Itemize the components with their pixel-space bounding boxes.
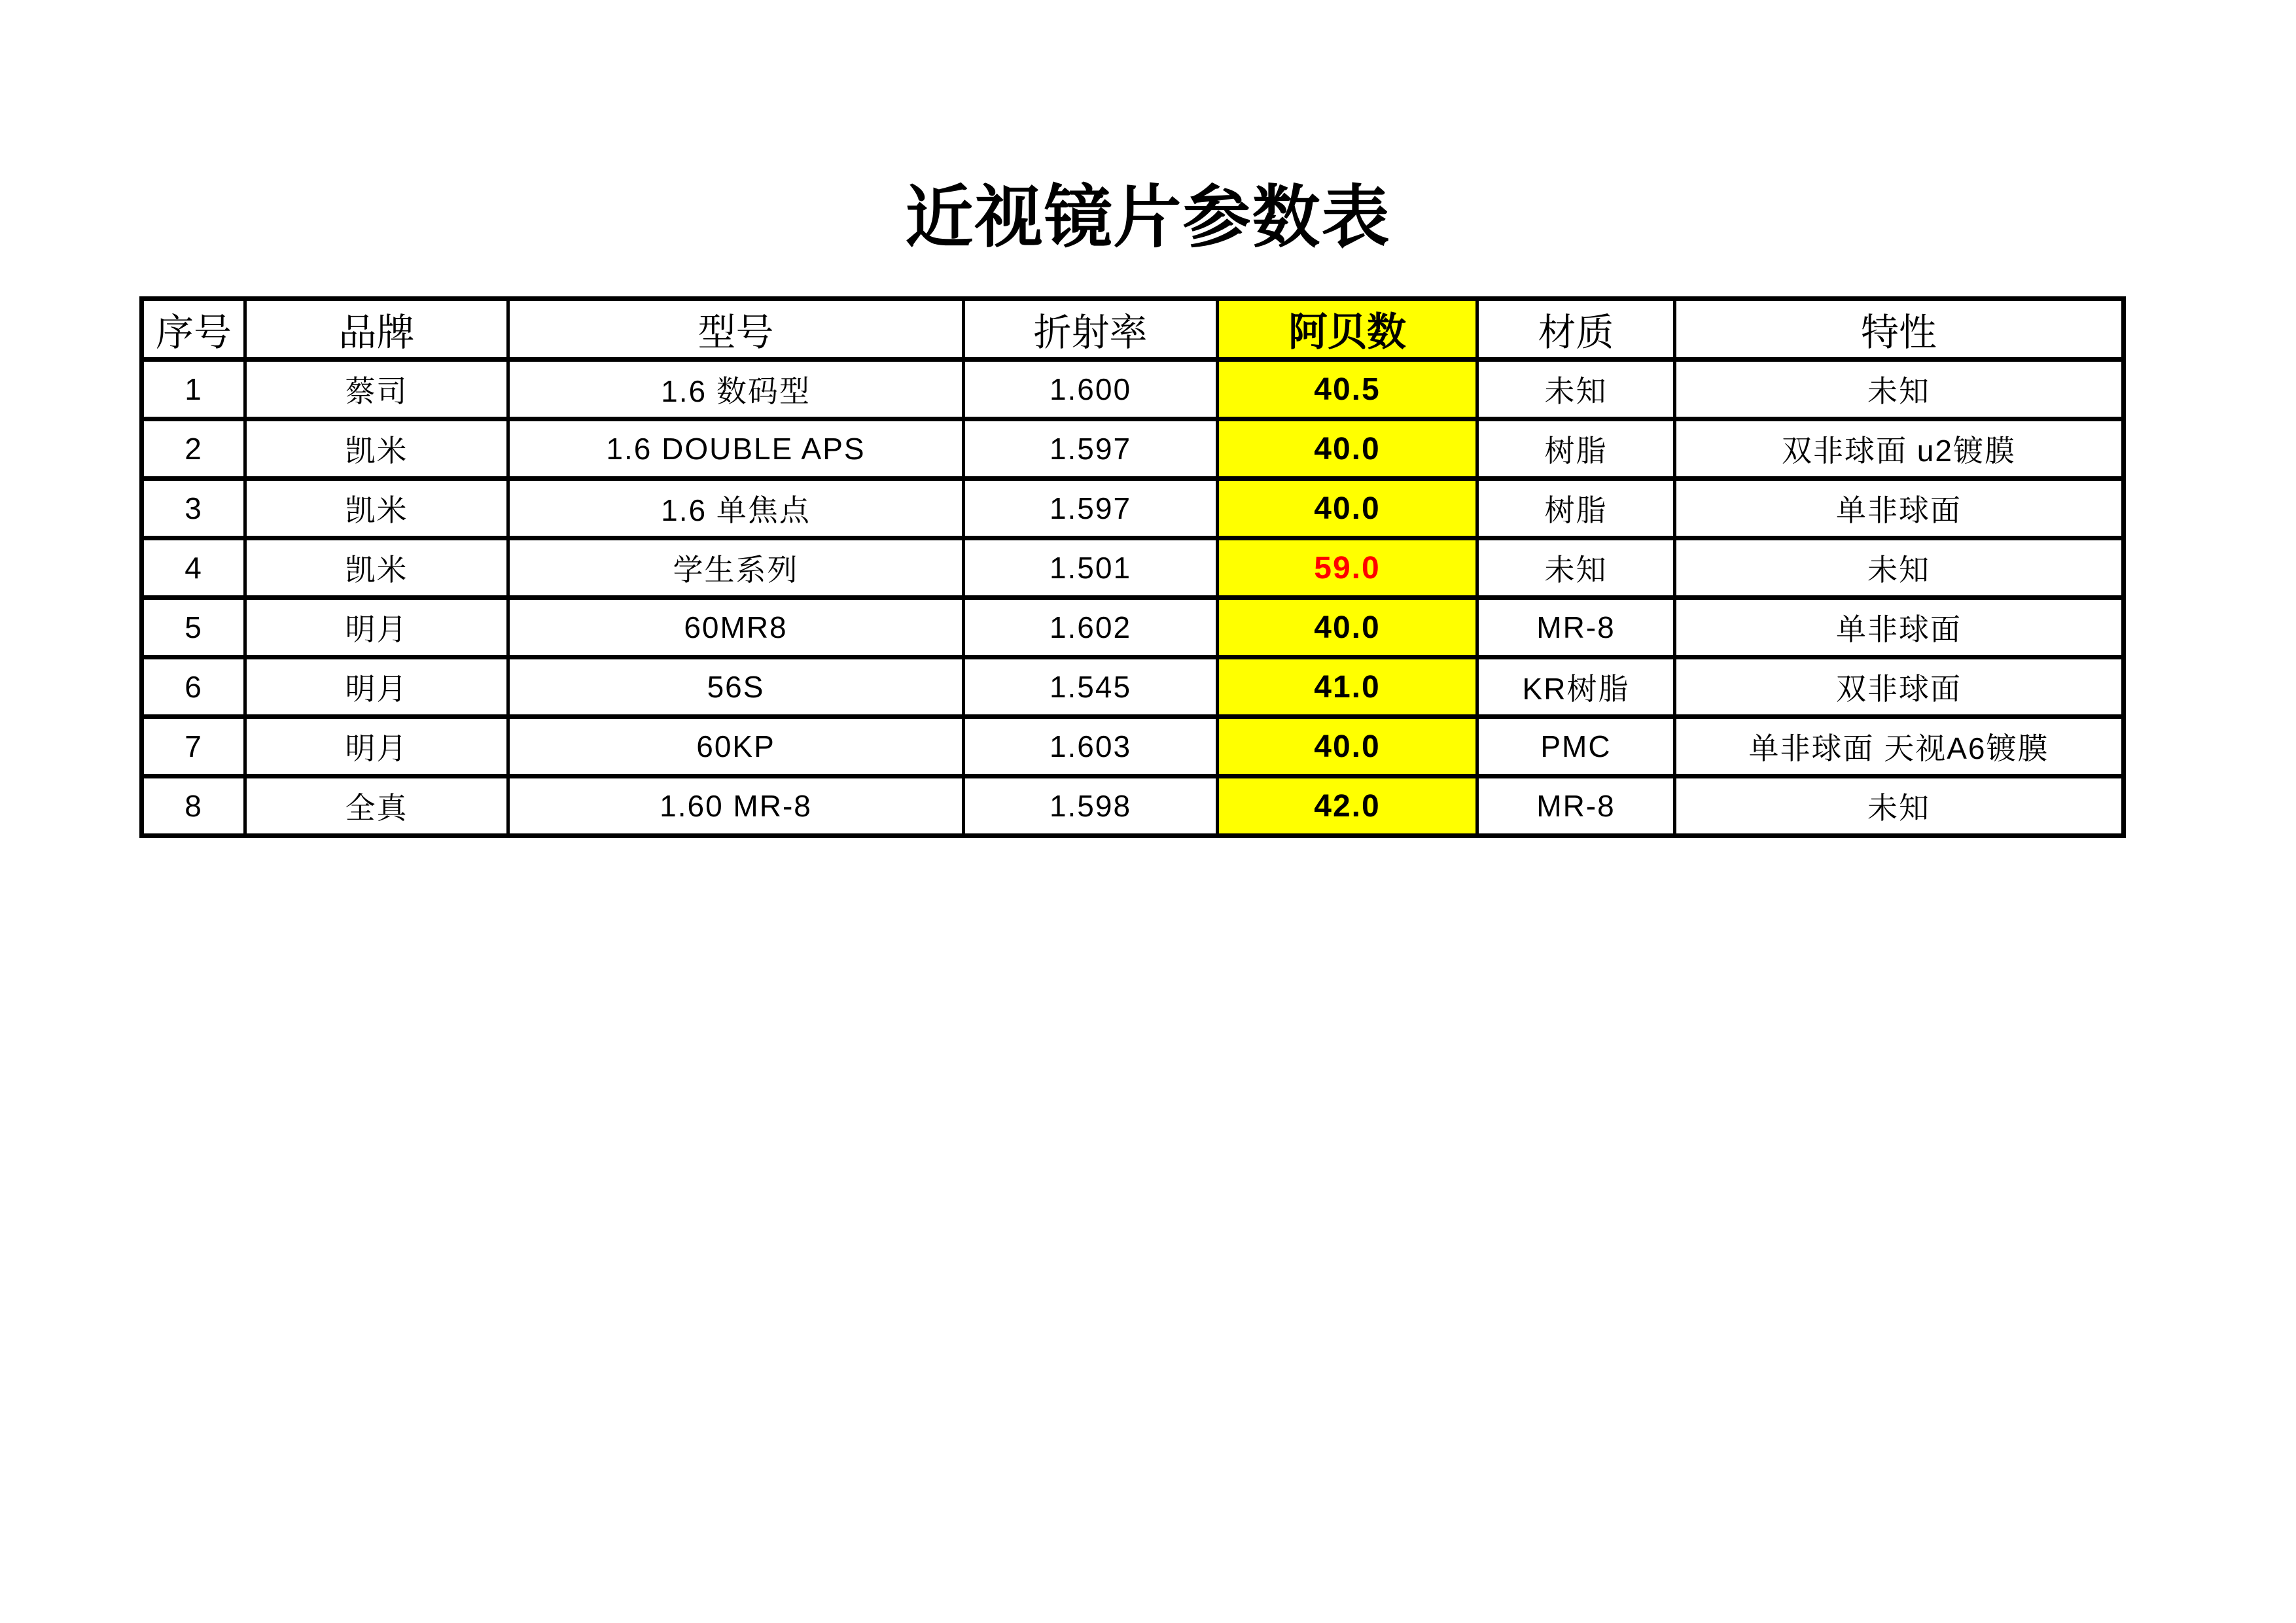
col-header-material: 材质 [1477, 299, 1675, 360]
cell-model: 1.6 DOUBLE APS [508, 419, 964, 479]
cell-refractive-index: 1.600 [964, 360, 1218, 419]
cell-features: 未知 [1675, 538, 2124, 598]
cell-abbe-number: 40.0 [1218, 479, 1477, 538]
cell-no: 1 [142, 360, 245, 419]
cell-model: 1.60 MR-8 [508, 777, 964, 836]
cell-abbe-number: 59.0 [1218, 538, 1477, 598]
cell-refractive-index: 1.545 [964, 657, 1218, 717]
col-header-brand: 品牌 [245, 299, 508, 360]
cell-no: 3 [142, 479, 245, 538]
page-title: 近视镜片参数表 [905, 180, 1391, 256]
col-header-abbe-number: 阿贝数 [1218, 299, 1477, 360]
cell-brand: 明月 [245, 657, 508, 717]
col-header-features: 特性 [1675, 299, 2124, 360]
cell-abbe-number: 42.0 [1218, 777, 1477, 836]
cell-material: 未知 [1477, 538, 1675, 598]
cell-abbe-number: 40.0 [1218, 598, 1477, 657]
col-header-model: 型号 [508, 299, 964, 360]
cell-brand: 明月 [245, 717, 508, 777]
cell-refractive-index: 1.501 [964, 538, 1218, 598]
cell-model: 1.6 单焦点 [508, 479, 964, 538]
cell-brand: 凯米 [245, 419, 508, 479]
cell-abbe-number: 40.5 [1218, 360, 1477, 419]
cell-refractive-index: 1.598 [964, 777, 1218, 836]
cell-abbe-number: 40.0 [1218, 419, 1477, 479]
cell-refractive-index: 1.602 [964, 598, 1218, 657]
cell-material: KR树脂 [1477, 657, 1675, 717]
table-row [142, 717, 2124, 777]
cell-features: 双非球面 u2镀膜 [1675, 419, 2124, 479]
cell-features: 单非球面 天视A6镀膜 [1675, 717, 2124, 777]
cell-material: MR-8 [1477, 777, 1675, 836]
cell-features: 双非球面 [1675, 657, 2124, 717]
cell-no: 6 [142, 657, 245, 717]
cell-brand: 凯米 [245, 479, 508, 538]
table-row [142, 538, 2124, 598]
cell-no: 5 [142, 598, 245, 657]
table-row [142, 657, 2124, 717]
cell-features: 未知 [1675, 777, 2124, 836]
table-row [142, 598, 2124, 657]
cell-material: PMC [1477, 717, 1675, 777]
cell-refractive-index: 1.603 [964, 717, 1218, 777]
col-header-no: 序号 [142, 299, 245, 360]
cell-refractive-index: 1.597 [964, 419, 1218, 479]
cell-brand: 明月 [245, 598, 508, 657]
cell-no: 4 [142, 538, 245, 598]
cell-model: 60KP [508, 717, 964, 777]
table-body [142, 360, 2124, 836]
cell-model: 学生系列 [508, 538, 964, 598]
cell-abbe-number: 41.0 [1218, 657, 1477, 717]
col-header-refractive-index: 折射率 [964, 299, 1218, 360]
table-row [142, 419, 2124, 479]
cell-model: 60MR8 [508, 598, 964, 657]
cell-refractive-index: 1.597 [964, 479, 1218, 538]
lens-parameters-table [139, 296, 2126, 838]
cell-material: 树脂 [1477, 419, 1675, 479]
cell-brand: 全真 [245, 777, 508, 836]
cell-brand: 凯米 [245, 538, 508, 598]
cell-model: 56S [508, 657, 964, 717]
cell-model: 1.6 数码型 [508, 360, 964, 419]
cell-abbe-number: 40.0 [1218, 717, 1477, 777]
table-row [142, 360, 2124, 419]
header-row [142, 299, 2124, 360]
cell-no: 7 [142, 717, 245, 777]
cell-material: 树脂 [1477, 479, 1675, 538]
cell-no: 8 [142, 777, 245, 836]
cell-features: 未知 [1675, 360, 2124, 419]
cell-features: 单非球面 [1675, 598, 2124, 657]
cell-material: 未知 [1477, 360, 1675, 419]
table-row [142, 777, 2124, 836]
cell-brand: 蔡司 [245, 360, 508, 419]
table-row [142, 479, 2124, 538]
cell-no: 2 [142, 419, 245, 479]
cell-features: 单非球面 [1675, 479, 2124, 538]
cell-material: MR-8 [1477, 598, 1675, 657]
